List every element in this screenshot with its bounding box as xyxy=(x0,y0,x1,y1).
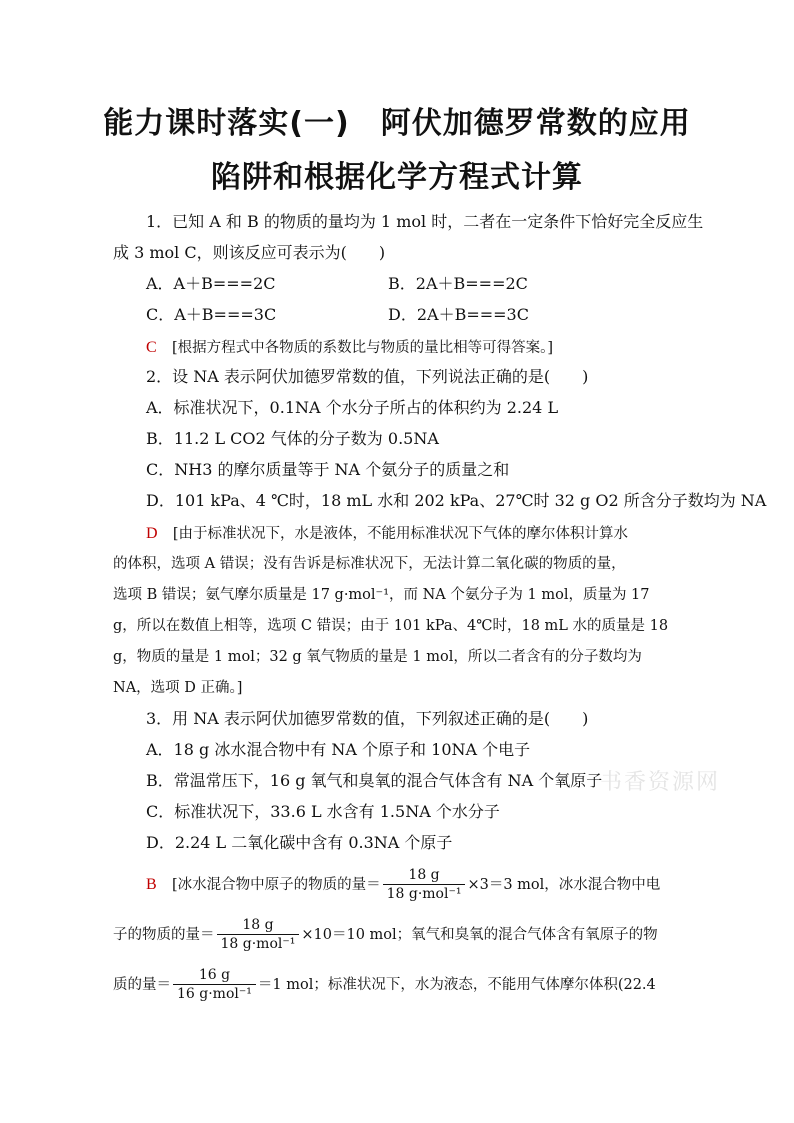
q3-fraction-3-numerator: 16 g xyxy=(198,967,231,983)
q1-answer-letter: C xyxy=(146,339,157,356)
q3-fraction-2 xyxy=(217,916,300,953)
q2-option-b: B．11.2 L CO2 气体的分子数为 0.5NA xyxy=(146,429,439,448)
q3-option-c: C．标准状况下，33.6 L 水含有 1.5NA 个水分子 xyxy=(146,802,500,821)
q1-option-d: D．2A＋B===3C xyxy=(388,305,529,324)
q2-explanation-line3: 选项 B 错误；氨气摩尔质量是 17 g·mol⁻¹，而 NA 个氨分子为 1 mol，质量为 17 xyxy=(113,587,650,603)
q3-answer-letter: B xyxy=(146,876,157,893)
q3-explanation-line1-start: [冰水混合物中原子的物质的量＝ xyxy=(171,877,381,893)
q2-answer-line xyxy=(146,522,628,545)
q3-explanation-line3-end: ＝1 mol；标准状况下，水为液态，不能用气体摩尔体积(22.4 xyxy=(257,977,656,993)
q2-option-a: A．标准状况下，0.1NA 个水分子所占的体积约为 2.24 L xyxy=(146,398,559,417)
q3-fraction-3-denominator: 16 g·mol⁻¹ xyxy=(173,984,256,1003)
page-title: 能力课时落实(一) 阿伏加德罗常数的应用 xyxy=(103,106,691,141)
q3-option-b: B．常温常压下，16 g 氧气和臭氧的混合气体含有 NA 个氧原子 xyxy=(146,771,603,790)
q3-fraction-1 xyxy=(383,866,466,903)
q2-explanation-line1: [由于标准状况下，水是液体，不能用标准状况下气体的摩尔体积计算水 xyxy=(172,526,628,542)
q1-explanation: [根据方程式中各物质的系数比与物质的量比相等可得答案。] xyxy=(171,340,553,356)
page-subtitle: 陷阱和根据化学方程式计算 xyxy=(211,160,583,195)
q3-explanation-line1-end: ×3＝3 mol，冰水混合物中电 xyxy=(467,877,661,893)
q3-explanation-line2-end: ×10＝10 mol；氧气和臭氧的混合气体含有氧原子的物 xyxy=(301,927,658,943)
q2-option-d: D．101 kPa、4 ℃时，18 mL 水和 202 kPa、27℃时 32 g O2 所含分子数均为 NA xyxy=(146,491,767,510)
q2-explanation-line6: NA，选项 D 正确。] xyxy=(113,680,243,696)
watermark-text: 书香资源网 xyxy=(600,770,721,795)
q3-fraction-1-denominator: 18 g·mol⁻¹ xyxy=(383,884,466,903)
q1-option-b: B．2A＋B===2C xyxy=(388,274,528,293)
q3-explanation-line3-start: 质的量＝ xyxy=(113,977,171,993)
q3-answer-line xyxy=(146,866,660,903)
q3-fraction-1-numerator: 18 g xyxy=(408,867,440,883)
q2-option-c: C．NH3 的摩尔质量等于 NA 个氨分子的质量之和 xyxy=(146,460,510,479)
q2-explanation-line4: g，所以在数值上相等，选项 C 错误；由于 101 kPa、4℃时，18 mL 水的质量是 18 xyxy=(113,618,669,634)
q1-stem-line2: 成 3 mol C，则该反应可表示为( ) xyxy=(113,243,386,262)
q3-option-d: D．2.24 L 二氧化碳中含有 0.3NA 个原子 xyxy=(146,833,453,852)
q3-option-a: A．18 g 冰水混合物中有 NA 个原子和 10NA 个电子 xyxy=(146,740,531,759)
q1-option-a: A．A＋B===2C xyxy=(146,274,276,293)
q2-explanation-line2: 的体积，选项 A 错误；没有告诉是标准状况下，无法计算二氧化碳的物质的量， xyxy=(113,556,626,572)
q3-explanation-line2-start: 子的物质的量＝ xyxy=(113,927,215,943)
q3-fraction-3 xyxy=(173,966,256,1003)
q1-stem-line1: 1．已知 A 和 B 的物质的量均为 1 mol 时，二者在一定条件下恰好完全反应生 xyxy=(146,212,704,231)
q3-fraction-2-denominator: 18 g·mol⁻¹ xyxy=(217,934,300,953)
q1-option-c: C．A＋B===3C xyxy=(146,305,277,324)
q1-answer-line xyxy=(146,336,553,359)
q3-explanation-line3 xyxy=(113,966,656,1003)
q2-stem: 2．设 NA 表示阿伏加德罗常数的值，下列说法正确的是( ) xyxy=(146,367,589,386)
q3-explanation-line2 xyxy=(113,916,658,953)
q2-explanation-line5: g，物质的量是 1 mol；32 g 氧气物质的量是 1 mol，所以二者含有的分子数均为 xyxy=(113,649,642,665)
q2-answer-letter: D xyxy=(146,525,158,542)
q3-fraction-2-numerator: 18 g xyxy=(242,917,274,933)
q3-stem: 3．用 NA 表示阿伏加德罗常数的值，下列叙述正确的是( ) xyxy=(146,709,589,728)
